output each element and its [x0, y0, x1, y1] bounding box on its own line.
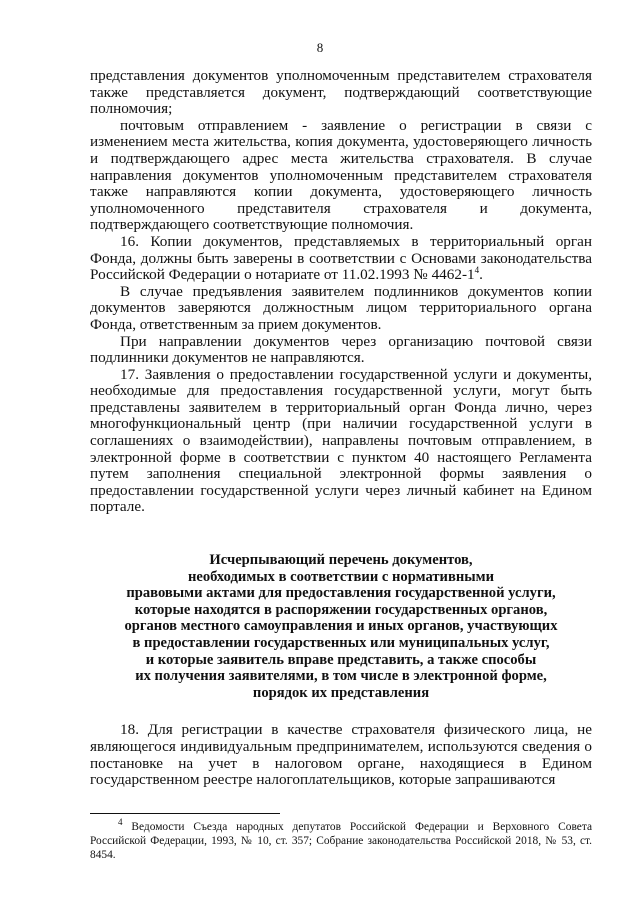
paragraph: При направлении документов через организацию почтовой связи подлинники документов не направляются.: [90, 332, 592, 367]
document-body: [90, 68, 592, 789]
heading-line: органов местного самоуправления и иных органов, участвующих: [124, 618, 558, 635]
paragraph-16: [90, 234, 592, 284]
heading-line: и которые заявитель вправе представить, а также способы: [145, 651, 537, 668]
footnote-text: Ведомости Съезда народных депутатов Российской Федерации и Верховного Совета Российской Федерации, 1993, № 10, ст. 357; Собрание законодательства Российской 2018, № 53, ст. 8454.: [90, 821, 592, 861]
paragraph: представления документов уполномоченным представителем страхователя также представляется документ, подтверждающий соответствующие полномочия;: [90, 67, 592, 118]
paragraph-16-text: 16. Копии документов, представляемых в территориальный орган Фонда, должны быть заверены в соответствии с Основами законодательства Российской Федерации о нотариате от 11.02.1993 № 4462-1: [90, 232, 592, 284]
page-number: 8: [316, 40, 324, 55]
paragraph: почтовым отправлением - заявление о регистрации в связи с изменением места жительства, копия документа, удостоверяющего личность и подтверждающего адрес места жительства страхователя. В случае направления документов уполномоченным представителем страхователя также направляются копии документа, удостоверяющего личность уполномоченного представителя страхователя и документа, подтверждающего соответствующие полномочия.: [90, 116, 592, 234]
section-heading: [90, 552, 592, 701]
heading-line: которые находятся в распоряжении государственных органов,: [134, 601, 548, 618]
heading-line: правовыми актами для предоставления государственной услуги,: [126, 585, 556, 602]
paragraph-16-end: .: [479, 266, 483, 284]
heading-line: порядок их представления: [252, 684, 430, 701]
paragraph-17: 17. Заявления о предоставлении государственной услуги и документы, необходимые для предоставления государственной услуги, могут быть представлены заявителем в территориальный орган Фонда лично, через многофункциональный центр (при наличии государственной услуги в соглашениях о взаимодействии), направлены почтовым отправлением, в электронной форме в соответствии с пунктом 40 настоящего Регламента путем заполнения специальной электронной формы заявления о предоставлении государственной услуги через личный кабинет на Едином портале.: [90, 365, 592, 516]
footnote-mark: 4: [118, 817, 123, 828]
paragraph-18: 18. Для регистрации в качестве страхователя физического лица, не являющегося индивидуальным предпринимателем, используются сведения о постановке на учет в налоговом органе, находящиеся в Едином государственном реестре налогоплательщиков, которые запрашиваются: [90, 721, 592, 789]
footnote-divider: [90, 813, 280, 814]
footnote: [90, 817, 592, 862]
footnote-reference: 4: [474, 265, 480, 276]
heading-line: Исчерпывающий перечень документов,: [209, 552, 473, 569]
heading-line: необходимых в соответствии с нормативными: [188, 568, 494, 585]
paragraph: В случае предъявления заявителем подлинников документов копии документов заверяются должностным лицом территориального органа Фонда, ответственным за прием документов.: [90, 282, 592, 333]
heading-line: их получения заявителями, в том числе в электронной форме,: [135, 668, 547, 685]
heading-line: в предоставлении государственных или муниципальных услуг,: [132, 635, 550, 651]
